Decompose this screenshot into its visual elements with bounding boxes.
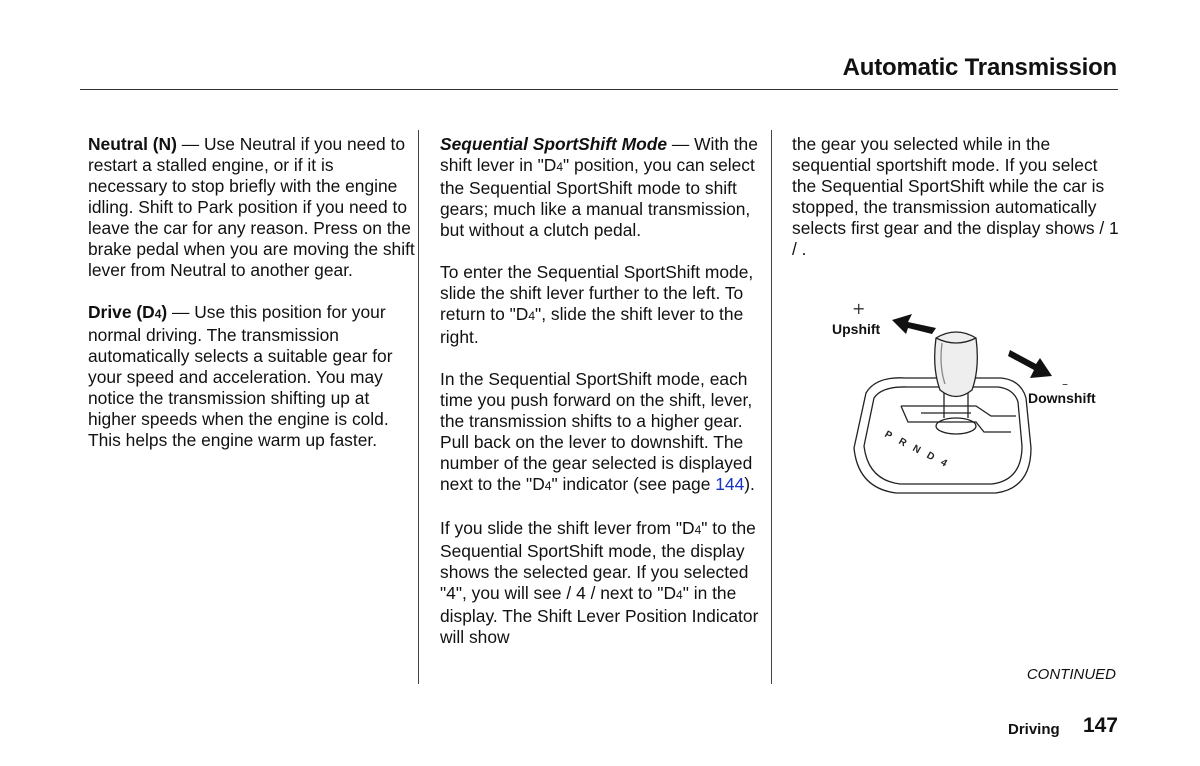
drive-heading: Drive (D4) [88, 302, 168, 322]
neutral-text: — Use Neutral if you need to restart a stalled engine, or if it is necessary to stop briefly with the engine idling. Shift to Park position if you need to leave the car for any reason. Press on the brake pedal when you are moving the shift lever from Neutral to another gear. [88, 134, 415, 280]
gate-letter-n: N [910, 443, 923, 457]
upshift-label: Upshift [832, 321, 881, 337]
header-rule [80, 89, 1118, 90]
shift-lever-figure [826, 298, 1116, 508]
column-3 [792, 134, 1122, 281]
drive-text: — Use this position for your normal driving. The transmission automatically selects a suitable gear for your speed and acceleration. You may notice the transmission shifting up at higher speeds when the engine is cold. This helps the engine warm up faster. [88, 302, 393, 450]
display-paragraph: If you slide the shift lever from "D4" to the Sequential SportShift mode, the display shows the selected gear. If you selected "4", you will see / 4 / next to "D4" in the display. The Shift Lever Position Indicator will show [440, 518, 759, 647]
gate-letter-d: D [924, 450, 937, 464]
enter-mode-paragraph: To enter the Sequential SportShift mode, slide the shift lever further to the left. To return to "D4", slide the shift lever to the right. [440, 262, 754, 347]
upshift-arrow-icon [892, 314, 936, 334]
downshift-label: Downshift [1028, 390, 1096, 406]
plus-sign: + [852, 299, 866, 318]
column-divider-1 [418, 130, 419, 684]
continued-note: CONTINUED [1026, 666, 1116, 683]
page-number: 147 [1082, 714, 1118, 737]
gate-letter-p: P [882, 429, 894, 442]
column-2 [440, 134, 764, 669]
page-reference-link[interactable]: 144 [715, 474, 745, 494]
footer-section: Driving [1008, 721, 1060, 738]
continued-paragraph: the gear you selected while in the sequential sportshift mode. If you select the Sequential SportShift while the car is stopped, the transmission automatically selects first gear and the display shows / 1 / . [792, 134, 1119, 259]
sportshift-paragraph: Sequential SportShift Mode — With the shift lever in "D4" position, you can select the Sequential SportShift mode to shift gears; much like a manual transmission, but without a clutch pedal. [440, 134, 758, 240]
sportshift-heading: Sequential SportShift Mode [440, 134, 668, 154]
gate-letter-4: 4 [938, 457, 949, 470]
column-divider-2 [771, 130, 772, 684]
column-1 [88, 134, 416, 472]
minus-sign: – [1062, 377, 1068, 391]
neutral-heading: Neutral (N) [88, 134, 177, 154]
shift-detail-paragraph: In the Sequential SportShift mode, each time you push forward on the shift, lever, the transmission shifts to a higher gear. Pull back on the lever to downshift. The number of the gear selected is displayed next to the "D4" indicator (see page 144). [440, 369, 755, 494]
neutral-paragraph [88, 134, 416, 281]
drive-paragraph [88, 302, 416, 451]
gate-letter-r: R [896, 436, 909, 450]
page-title: Automatic Transmission [842, 54, 1117, 81]
downshift-arrow-icon [1008, 350, 1052, 378]
